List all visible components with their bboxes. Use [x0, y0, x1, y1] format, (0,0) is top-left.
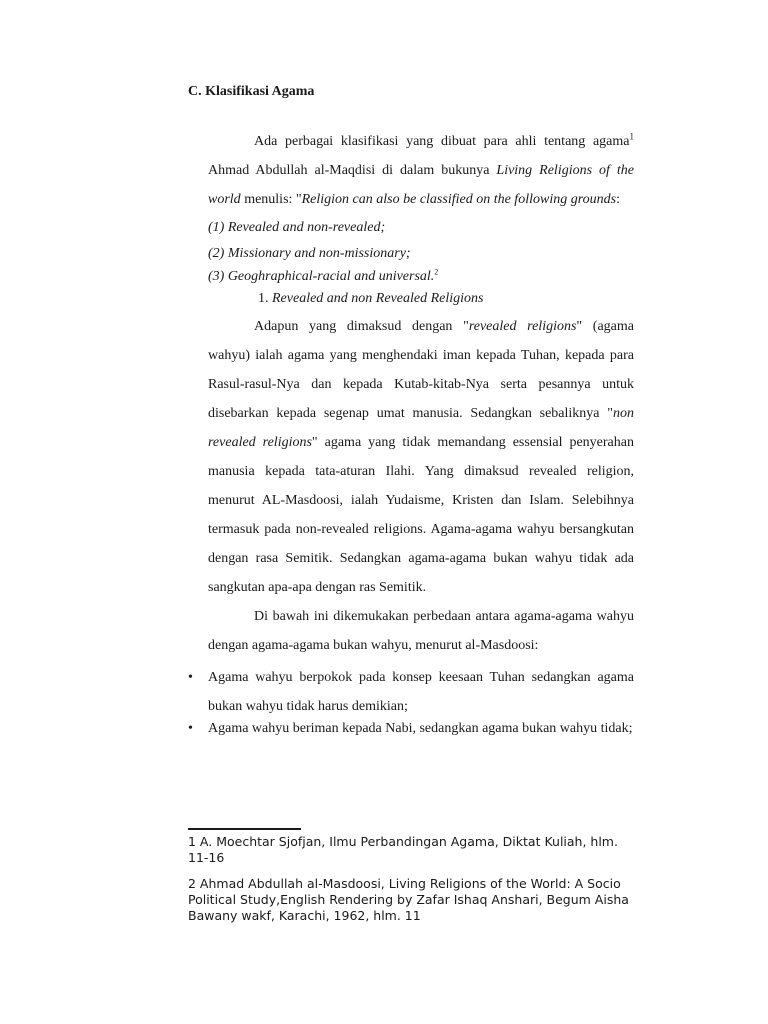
footnote-separator [188, 828, 301, 830]
para2-italic-2: non revealed religions [208, 406, 634, 450]
list-item [188, 663, 634, 721]
para2-text-2: " (agama wahyu) ialah agama yang menghendaki iman kepada Tuhan, kepada para Rasul-rasul-Nya dan kepada Kutab-kitab-Nya serta pesannya untuk disebarkan kepada segenap umat manusia. Sedangkan sebaliknya " [208, 319, 634, 421]
subsection-number: 1. [258, 291, 272, 306]
subsection-title: Revealed and non Revealed Religions [272, 291, 484, 306]
footnote-1: 1 A. Moechtar Sjofjan, Ilmu Perbandingan Agama, Diktat Kuliah, hlm. 11-16 [188, 834, 618, 865]
intro-text-2: Ahmad Abdullah al-Maqdisi di dalam bukunya [208, 163, 497, 178]
bullet-icon: • [188, 670, 193, 685]
list-item-text: Agama wahyu berpokok pada konsep keesaan Tuhan sedangkan agama bukan wahyu tidak harus demikian; [208, 670, 634, 714]
footnote-ref-2[interactable]: 2 [434, 267, 439, 277]
difference-intro-paragraph: Di bawah ini dikemukakan perbedaan antara agama-agama wahyu dengan agama-agama bukan wahyu, menurut al-Masdoosi: [208, 609, 634, 653]
para2-italic-1: revealed religions [468, 319, 577, 334]
intro-paragraph [208, 127, 634, 214]
ground-item-3-text: (3) Geoghraphical-racial and universal. [208, 269, 435, 284]
bullet-icon: • [188, 721, 193, 736]
ground-item-1: (1) Revealed and non-revealed; [208, 220, 386, 235]
list-item [188, 714, 634, 743]
subsection-heading [258, 291, 483, 307]
intro-text-3: menulis: " [240, 192, 302, 207]
para2-text-3: " agama yang tidak memandang essensial penyerahan manusia kepada tata-aturan Ilahi. Yang dimaksud revealed religion, menurut AL-Masdoosi, ialah Yudaisme, Kristen dan Islam. Selebihnya termasuk pada non-revealed religions. Agama-agama wahyu bersangkutan dengan rasa Semitik. Sedangkan agama-agama bukan wahyu tidak ada sangkutan apa-apa dengan ras Semitik. [208, 435, 634, 595]
footnote-ref-1[interactable]: 1 [629, 131, 634, 142]
footnote-2: 2 Ahmad Abdullah al-Masdoosi, Living Religions of the World: A Socio Political Study,English Rendering by Zafar Ishaq Anshari, Begum Aisha Bawany wakf, Karachi, 1962, hlm. 11 [188, 876, 629, 923]
section-heading: C. Klasifikasi Agama [188, 84, 315, 99]
quote-text: Religion can also be classified on the following grounds [301, 192, 617, 207]
list-item-text: Agama wahyu beriman kepada Nabi, sedangkan agama bukan wahyu tidak; [208, 721, 633, 736]
revealed-paragraph [208, 312, 634, 602]
ground-item-3 [208, 269, 638, 285]
intro-text-4: : [616, 192, 620, 207]
book-title: Living Religions of the world [208, 163, 635, 207]
intro-text-1: Ada perbagai klasifikasi yang dibuat para ahli tentang agama [254, 134, 630, 149]
para2-text-1: Adapun yang dimaksud dengan " [254, 319, 469, 334]
ground-item-2: (2) Missionary and non-missionary; [208, 246, 411, 261]
